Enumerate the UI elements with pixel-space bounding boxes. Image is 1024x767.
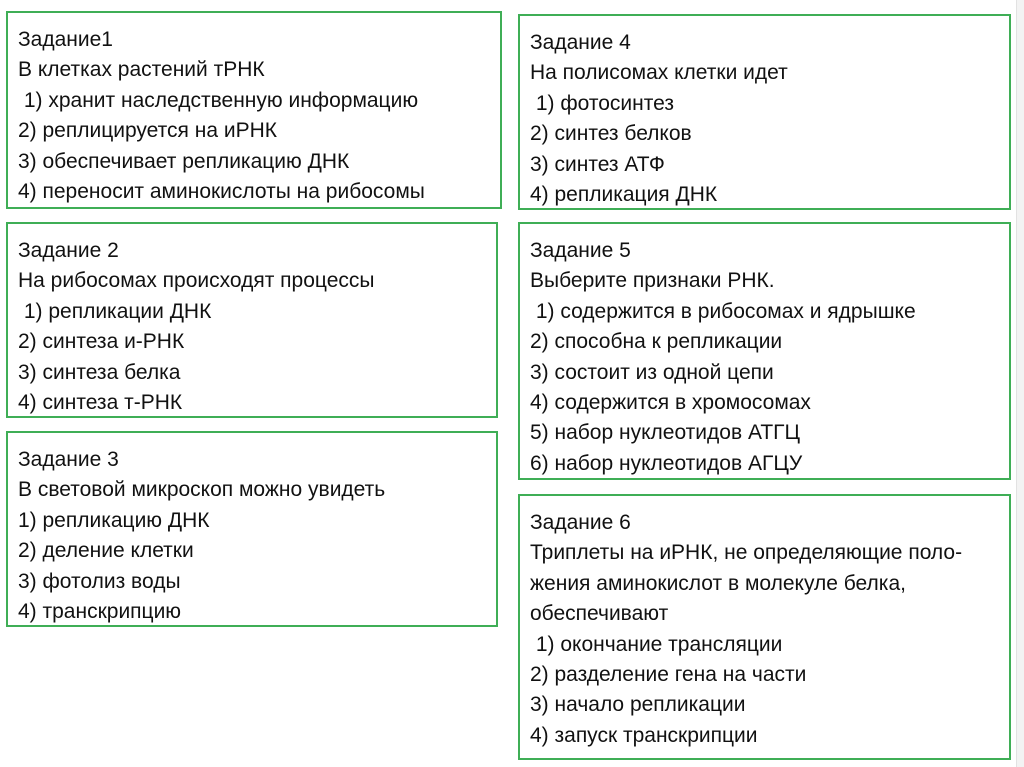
task-option: 6) набор нуклеотидов АГЦУ xyxy=(530,451,803,475)
task-option: 1) репликации ДНК xyxy=(18,299,212,323)
task-card-4 xyxy=(518,14,1011,210)
task-option: 4) содержится в хромосомах xyxy=(530,391,811,415)
task-option: 4) запуск транскрипции xyxy=(530,723,758,747)
task-card-5 xyxy=(518,222,1011,480)
task-question: В световой микроскоп можно увидеть xyxy=(18,478,386,502)
task-question-line: жения аминокислот в молекуле белка, xyxy=(530,571,906,595)
task-title: Задание 3 xyxy=(18,448,119,471)
task-option: 4) переносит аминокислоты на рибосомы xyxy=(18,180,425,204)
task-card-6 xyxy=(518,494,1011,760)
task-question: На рибосомах происходят процессы xyxy=(18,269,375,293)
task-question: В клетках растений тРНК xyxy=(18,58,265,82)
task-option: 4) синтеза т-РНК xyxy=(18,391,183,415)
task-question-line: Триплеты на иРНК, не определяющие поло- xyxy=(530,541,963,565)
task-option: 2) синтез белков xyxy=(530,122,692,146)
task-title: Задание 6 xyxy=(530,511,631,534)
task-option: 4) транскрипцию xyxy=(18,600,182,624)
task-option: 1) хранит наследственную информацию xyxy=(18,88,419,112)
task-card-1 xyxy=(6,11,502,209)
task-option: 2) реплицируется на иРНК xyxy=(18,119,278,143)
task-question: Выберите признаки РНК. xyxy=(530,269,775,293)
task-option: 3) синтез АТФ xyxy=(530,152,665,176)
task-option: 1) репликацию ДНК xyxy=(18,508,210,532)
task-option: 3) начало репликации xyxy=(530,693,746,717)
task-title: Задание 2 xyxy=(18,239,119,262)
task-option: 3) обеспечивает репликацию ДНК xyxy=(18,149,350,173)
task-option: 1) фотосинтез xyxy=(530,91,674,115)
task-option: 1) содержится в рибосомах и ядрышке xyxy=(530,299,916,323)
task-title: Задание 5 xyxy=(530,239,631,262)
task-card-2 xyxy=(6,222,498,418)
task-option: 4) репликация ДНК xyxy=(530,183,718,207)
task-option: 5) набор нуклеотидов АТГЦ xyxy=(530,421,801,445)
task-option: 3) фотолиз воды xyxy=(18,569,181,593)
task-option: 2) разделение гена на части xyxy=(530,663,807,687)
task-card-3 xyxy=(6,431,498,627)
task-option: 2) синтеза и-РНК xyxy=(18,330,185,354)
task-question: На полисомах клетки идет xyxy=(530,61,788,85)
task-question-line: обеспечивают xyxy=(530,602,669,626)
task-option: 3) состоит из одной цепи xyxy=(530,360,774,384)
task-option: 1) окончание трансляции xyxy=(530,632,783,656)
slide-edge-scrollbar xyxy=(1016,0,1024,767)
task-title: Задание1 xyxy=(18,28,113,51)
task-option: 3) синтеза белка xyxy=(18,360,181,384)
task-title: Задание 4 xyxy=(530,31,631,54)
task-option: 2) способна к репликации xyxy=(530,330,783,354)
task-option: 2) деление клетки xyxy=(18,539,194,563)
